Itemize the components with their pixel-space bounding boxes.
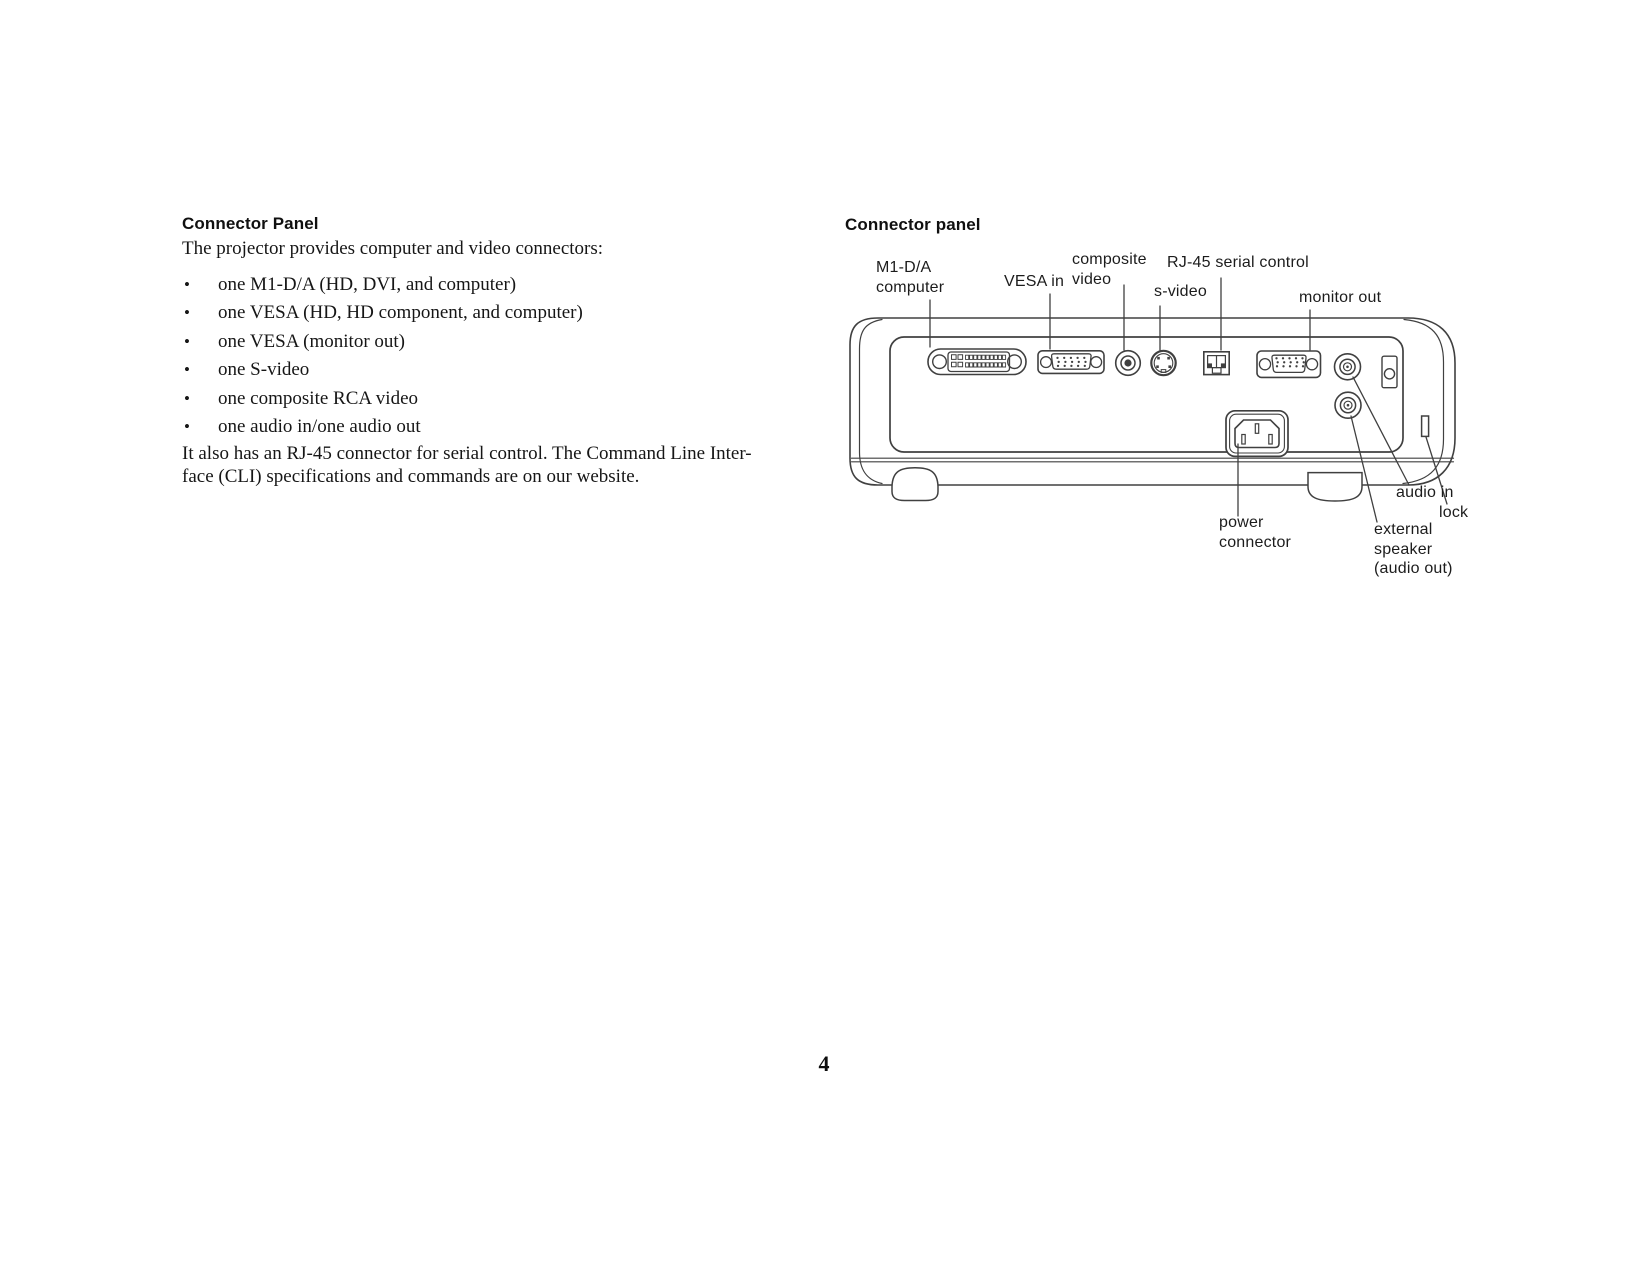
bullet-icon: •: [184, 360, 190, 380]
monitor-out-connector: [1257, 351, 1321, 377]
panel-switch: [1382, 356, 1397, 388]
label-m1-da-computer: M1-D/A computer: [876, 259, 945, 296]
projector-body-outline: [850, 318, 1455, 485]
list-item: [182, 273, 822, 296]
bullet-icon: •: [184, 416, 190, 436]
composite-video-connector: [1116, 351, 1141, 376]
bullet-icon: •: [184, 303, 190, 323]
s-video-connector: [1151, 351, 1175, 375]
label-power-connector: power connector: [1219, 514, 1292, 551]
bullet-icon: •: [184, 275, 190, 294]
vesa-in-connector: [1038, 351, 1104, 374]
label-monitor-out: monitor out: [1299, 289, 1382, 306]
left-text-column: [182, 214, 822, 488]
label-audio-in: audio in: [1396, 484, 1454, 501]
list-item: [182, 415, 822, 438]
bullet-text: one S-video: [218, 359, 310, 381]
label-rj45-serial-control: RJ-45 serial control: [1167, 254, 1309, 271]
section-heading: Connector Panel: [182, 214, 319, 233]
list-item: [182, 387, 822, 410]
list-item: [182, 330, 822, 353]
bullet-text: one composite RCA video: [218, 387, 419, 409]
bullet-icon: •: [184, 331, 190, 351]
list-item: [182, 358, 822, 381]
label-vesa-in: VESA in: [1004, 273, 1065, 290]
label-external-speaker: external speaker (audio out): [1374, 521, 1453, 577]
power-connector: [1226, 411, 1288, 457]
external-speaker-jack: [1335, 392, 1361, 418]
m1-da-connector: [928, 349, 1026, 375]
bullet-icon: •: [184, 388, 190, 408]
connector-bullet-list: [182, 273, 822, 438]
diagram-heading: Connector panel: [845, 215, 981, 234]
audio-in-jack: [1335, 354, 1361, 380]
list-item: [182, 301, 822, 324]
label-lock: lock: [1439, 504, 1469, 521]
label-composite-video: composite video: [1072, 251, 1147, 288]
outro-paragraph: [182, 443, 822, 488]
label-s-video: s-video: [1154, 283, 1207, 300]
page-number: 4: [818, 1051, 830, 1076]
outro-line: It also has an RJ-45 connector for serial control. The Command Line Inter-: [182, 443, 752, 465]
rj45-connector: [1204, 352, 1229, 375]
outro-line: face (CLI) specifications and commands are on our website.: [182, 465, 640, 487]
bullet-text: one VESA (monitor out): [218, 330, 406, 352]
intro-paragraph: The projector provides computer and video connectors:: [182, 238, 604, 259]
bullet-text: one VESA (HD, HD component, and computer): [218, 302, 583, 324]
bullet-text: one audio in/one audio out: [218, 415, 421, 437]
bullet-text: one M1-D/A (HD, DVI, and computer): [218, 274, 517, 295]
